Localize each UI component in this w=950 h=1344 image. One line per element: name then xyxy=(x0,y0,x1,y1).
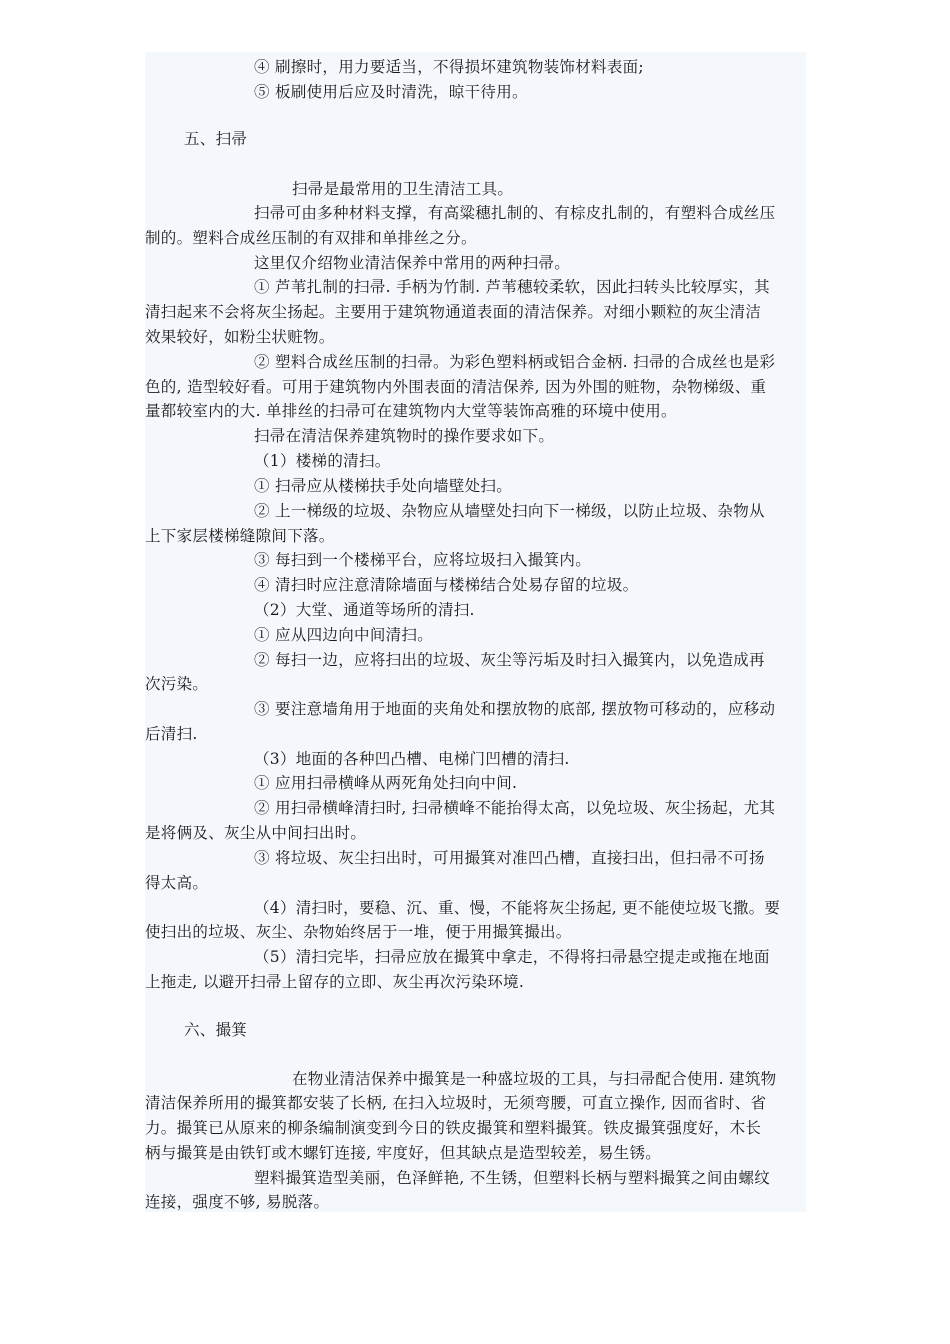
text-line: 柄与撮箕是由铁钉或木螺钉连接, 牢度好，但其缺点是造型较差，易生锈。 xyxy=(145,1144,662,1162)
text-line: 清扫起来不会将灰尘扬起。主要用于建筑物通道表面的清洁保养。对细小颗粒的灰尘清洁 xyxy=(145,303,762,321)
text-line: 得太高。 xyxy=(145,874,209,892)
text-line: 上下家层楼梯缝隙间下落。 xyxy=(145,527,335,545)
text-line: ① 应用扫帚横峰从两死角处扫向中间. xyxy=(254,774,518,792)
text-line: ② 每扫一边，应将扫出的垃圾、灰尘等污垢及时扫入撮箕内，以免造成再 xyxy=(254,651,765,669)
text-line: 量都较室内的大. 单排丝的扫帚可在建筑物内大堂等装饰高雅的环境中使用。 xyxy=(145,402,677,420)
text-line: 力。撮箕已从原来的柳条编制演变到今日的铁皮撮箕和塑料撮箕。铁皮撮箕强度好，木长 xyxy=(145,1119,762,1137)
text-line: 这里仅介绍物业清洁保养中常用的两种扫帚。 xyxy=(254,254,571,272)
text-line: ② 上一梯级的垃圾、杂物应从墙壁处扫向下一梯级，以防止垃圾、杂物从 xyxy=(254,502,765,520)
text-line: ④ 清扫时应注意清除墙面与楼梯结合处易存留的垃圾。 xyxy=(254,576,639,594)
text-line: ① 芦苇扎制的扫帚. 手柄为竹制. 芦苇穗较柔软，因此扫转头比较厚实，其 xyxy=(254,278,770,296)
text-line: 制的。塑料合成丝压制的有双排和单排丝之分。 xyxy=(145,229,477,247)
text-line: ⑤ 板刷使用后应及时清洗，晾干待用。 xyxy=(254,83,528,101)
text-line: ③ 要注意墙角用于地面的夹角处和摆放物的底部, 摆放物可移动的，应移动 xyxy=(254,700,776,718)
text-line: ① 应从四边向中间清扫。 xyxy=(254,626,434,644)
text-line: 扫帚可由多种材料支撑，有高粱穗扎制的、有棕皮扎制的，有塑料合成丝压 xyxy=(254,204,776,222)
text-line: 上拖走, 以避开扫帚上留存的立即、灰尘再次污染环境. xyxy=(145,973,525,991)
text-line: 扫帚在清洁保养建筑物时的操作要求如下。 xyxy=(254,427,555,445)
text-line: 在物业清洁保养中撮箕是一种盛垃圾的工具，与扫帚配合使用. 建筑物 xyxy=(292,1070,777,1088)
text-line: ③ 每扫到一个楼梯平台，应将垃圾扫入撮箕内。 xyxy=(254,551,592,569)
text-line: ① 扫帚应从楼梯扶手处向墙壁处扫。 xyxy=(254,477,513,495)
text-line: 是将俩及、灰尘从中间扫出时。 xyxy=(145,824,367,842)
text-line: ② 用扫帚横峰清扫时, 扫帚横峰不能抬得太高，以免垃圾、灰尘扬起，尤其 xyxy=(254,799,776,817)
text-line: 连接，强度不够, 易脱落。 xyxy=(145,1193,330,1211)
text-line: （4）清扫时，要稳、沉、重、慢，不能将灰尘扬起, 更不能使垃圾飞撒。要 xyxy=(254,899,781,917)
text-line: （1）楼梯的清扫。 xyxy=(254,452,391,470)
text-line: 后清扫. xyxy=(145,725,198,743)
section-heading-6: 六、撮箕 xyxy=(184,1021,248,1039)
text-line: ② 塑料合成丝压制的扫帚。为彩色塑料柄或铝合金柄. 扫帚的合成丝也是彩 xyxy=(254,353,776,371)
text-line: 清洁保养所用的撮箕都安装了长柄, 在扫入垃圾时，无须弯腰，可直立操作, 因而省时、省 xyxy=(145,1094,767,1112)
text-line: （2）大堂、通道等场所的清扫. xyxy=(254,601,475,619)
text-line: 色的, 造型较好看。可用于建筑物内外围表面的清洁保养, 因为外围的赃物，杂物梯级、重 xyxy=(145,378,767,396)
text-line: 使扫出的垃圾、灰尘、杂物始终居于一堆，便于用撮箕撮出。 xyxy=(145,923,572,941)
text-line: ③ 将垃圾、灰尘扫出时，可用撮箕对准凹凸槽，直接扫出，但扫帚不可扬 xyxy=(254,849,765,867)
text-line: （3）地面的各种凹凸槽、电梯门凹槽的清扫. xyxy=(254,750,570,768)
text-line: 塑料撮箕造型美丽，色泽鲜艳, 不生锈，但塑料长柄与塑料撮箕之间由螺纹 xyxy=(254,1169,771,1187)
text-line: 次污染。 xyxy=(145,675,209,693)
text-line: （5）清扫完毕，扫帚应放在撮箕中拿走，不得将扫帚悬空提走或拖在地面 xyxy=(254,948,770,966)
text-line: ④ 刷擦时，用力要适当，不得损坏建筑物装饰材料表面; xyxy=(254,58,644,76)
text-line: 扫帚是最常用的卫生清洁工具。 xyxy=(292,180,514,198)
section-heading-5: 五、扫帚 xyxy=(184,130,248,148)
text-line: 效果较好，如粉尘状赃物。 xyxy=(145,328,335,346)
